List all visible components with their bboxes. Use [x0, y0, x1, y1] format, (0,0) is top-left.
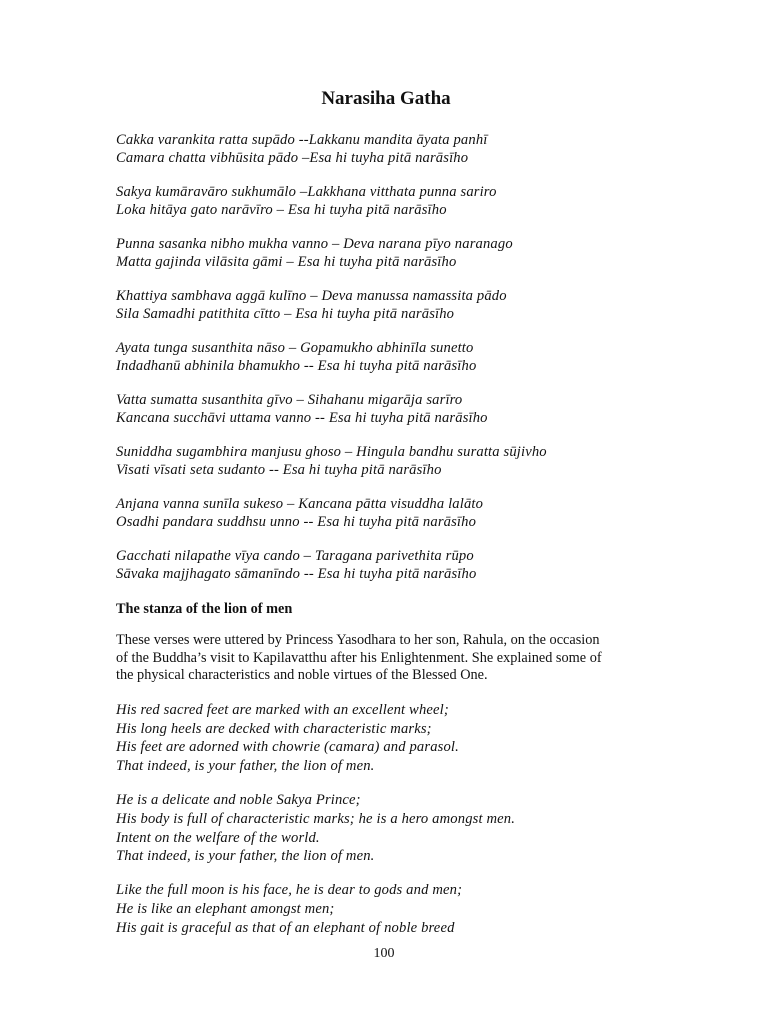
verse-line: Osadhi pandara suddhsu unno -- Esa hi tuyha pitā narāsīho: [116, 513, 477, 530]
pali-stanza: [116, 288, 656, 323]
pali-verses: [116, 132, 656, 583]
intro-line: of the Buddha’s visit to Kapilavatthu after his Enlightenment. She explained some of: [116, 649, 602, 666]
pali-stanza: [116, 444, 656, 479]
intro-paragraph: [116, 632, 656, 685]
document-page: [116, 86, 656, 953]
verse-line: Visati vīsati seta sudanto -- Esa hi tuyha pitā narāsīho: [116, 461, 442, 478]
english-stanza: [116, 701, 656, 776]
pali-stanza: [116, 496, 656, 531]
verse-line: Matta gajinda vilāsita gāmi – Esa hi tuyha pitā narāsīho: [116, 253, 457, 270]
verse-line: Cakka varankita ratta supādo --Lakkanu mandita āyata panhī: [116, 132, 488, 148]
verse-line: Sāvaka majjhagato sāmanīndo -- Esa hi tuyha pitā narāsīho: [116, 565, 477, 582]
english-stanza: [116, 881, 656, 937]
verse-line: His feet are adorned with chowrie (camara) and parasol.: [116, 739, 459, 756]
verse-line: Intent on the welfare of the world.: [116, 829, 320, 846]
verse-line: Sakya kumāravāro sukhumālo –Lakkhana vitthata punna sariro: [116, 184, 497, 200]
english-verses: [116, 701, 656, 938]
pali-stanza: [116, 184, 656, 219]
page-number: 100: [373, 946, 395, 961]
verse-line: Indadhanū abhinila bhamukho -- Esa hi tuyha pitā narāsīho: [116, 357, 477, 374]
verse-line: Punna sasanka nibho mukha vanno – Deva narana pīyo naranago: [116, 236, 513, 252]
verse-line: His long heels are decked with characteristic marks;: [116, 720, 432, 737]
verse-line: He is a delicate and noble Sakya Prince;: [116, 791, 361, 808]
verse-line: His gait is graceful as that of an elephant of noble breed: [116, 919, 455, 936]
verse-line: Anjana vanna sunīla sukeso – Kancana pātta visuddha lalāto: [116, 496, 484, 512]
section-heading: The stanza of the lion of men: [116, 601, 293, 617]
pali-stanza: [116, 392, 656, 427]
verse-line: His body is full of characteristic marks; he is a hero amongst men.: [116, 810, 516, 827]
page-title: Narasiha Gatha: [321, 88, 451, 109]
pali-stanza: [116, 548, 656, 583]
verse-line: His red sacred feet are marked with an excellent wheel;: [116, 701, 449, 718]
pali-stanza: [116, 340, 656, 375]
pali-stanza: [116, 236, 656, 271]
verse-line: Kancana succhāvi uttama vanno -- Esa hi tuyha pitā narāsīho: [116, 409, 488, 426]
verse-line: That indeed, is your father, the lion of men.: [116, 758, 375, 775]
verse-line: Suniddha sugambhira manjusu ghoso – Hingula bandhu suratta sūjivho: [116, 444, 547, 460]
verse-line: Ayata tunga susanthita nāso – Gopamukho abhinīla sunetto: [116, 340, 474, 356]
verse-line: Khattiya sambhava aggā kulīno – Deva manussa namassita pādo: [116, 288, 507, 304]
verse-line: Loka hitāya gato narāvīro – Esa hi tuyha pitā narāsīho: [116, 201, 447, 218]
verse-line: Gacchati nilapathe vīya cando – Taragana parivethita rūpo: [116, 548, 474, 564]
verse-line: Vatta sumatta susanthita gīvo – Sihahanu migarāja sarīro: [116, 392, 463, 408]
intro-line: the physical characteristics and noble virtues of the Blessed One.: [116, 667, 488, 684]
intro-line: These verses were uttered by Princess Yasodhara to her son, Rahula, on the occasion: [116, 632, 600, 648]
verse-line: Sila Samadhi patithita cītto – Esa hi tuyha pitā narāsīho: [116, 305, 455, 322]
verse-line: He is like an elephant amongst men;: [116, 900, 335, 917]
verse-line: Camara chatta vibhūsita pādo –Esa hi tuyha pitā narāsīho: [116, 149, 469, 166]
verse-line: That indeed, is your father, the lion of men.: [116, 848, 375, 865]
pali-stanza: [116, 132, 656, 167]
verse-line: Like the full moon is his face, he is dear to gods and men;: [116, 882, 463, 899]
english-stanza: [116, 791, 656, 866]
